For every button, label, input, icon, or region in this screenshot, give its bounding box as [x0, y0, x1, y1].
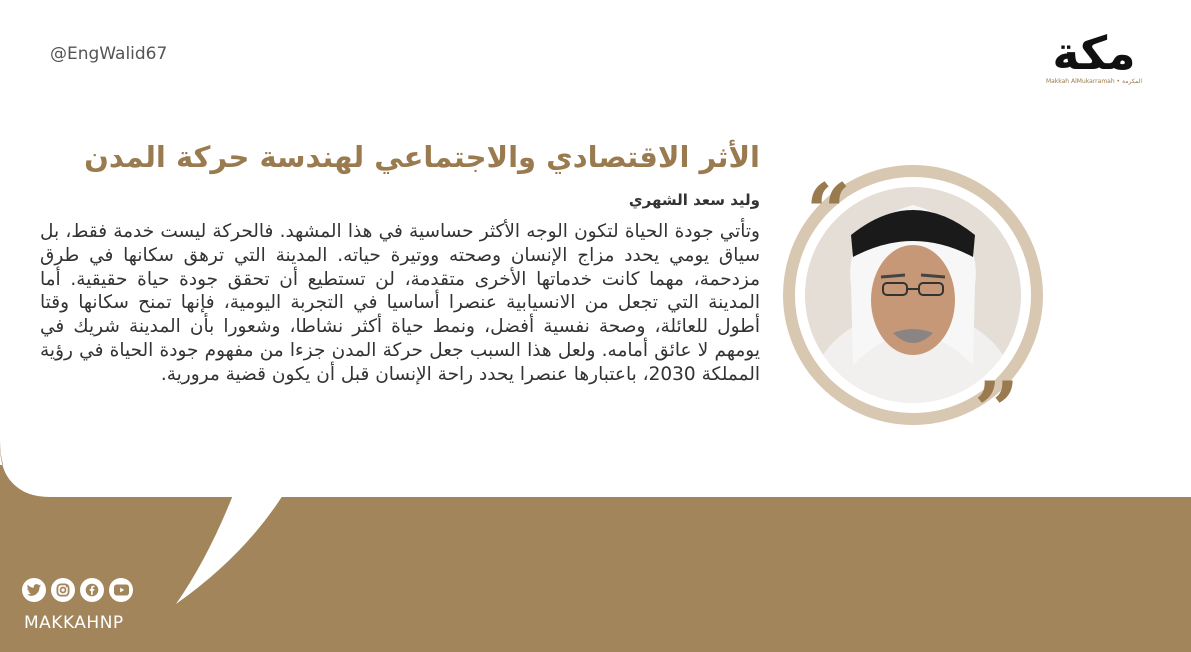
social-links: [22, 578, 133, 602]
brand-name: MAKKAHNP: [24, 613, 124, 633]
author-name: وليد سعد الشهري: [628, 191, 760, 209]
logo-subtitle: Makkah AlMukarramah • المكرمة: [1045, 78, 1143, 85]
youtube-icon[interactable]: [109, 578, 133, 602]
quote-close-icon: ”: [974, 365, 1019, 456]
instagram-icon[interactable]: [51, 578, 75, 602]
quote-open-icon: “: [806, 167, 851, 258]
twitter-icon[interactable]: [22, 578, 46, 602]
article-body: وتأتي جودة الحياة لتكون الوجه الأكثر حساسية في هذا المشهد. فالحركة ليست خدمة فقط، بل سياق يومي يحدد مزاج الإنسان وصحته ووتيرة حياته. المدينة التي ترهق سكانها في طرق مزدحمة، مهما كانت خدماتها الأخرى متقدمة، لن تستطيع أن تحقق جودة حياة حقيقية. أما المدينة التي تجعل من الانسيابية عنصرا أساسيا في التجربة اليومية، فإنها تمنح سكانها وقتا أطول للعائلة، وصحة نفسية أفضل، ونمط حياة أكثر نشاطا، وشعورا بأن المدينة شريك في يومهم لا عائق أمامه. ولعل هذا السبب جعل حركة المدن جزءا من مفهوم جودة الحياة في رؤية المملكة 2030، باعتبارها عنصرا يحدد راحة الإنسان قبل أن يكون قضية مرورية.: [40, 221, 760, 385]
logo-text: مكة: [1052, 26, 1136, 80]
twitter-handle: @EngWalid67: [50, 44, 168, 64]
makkah-logo: [1034, 26, 1154, 92]
facebook-icon[interactable]: [80, 578, 104, 602]
article-title: الأثر الاقتصادي والاجتماعي لهندسة حركة المدن: [84, 140, 760, 174]
